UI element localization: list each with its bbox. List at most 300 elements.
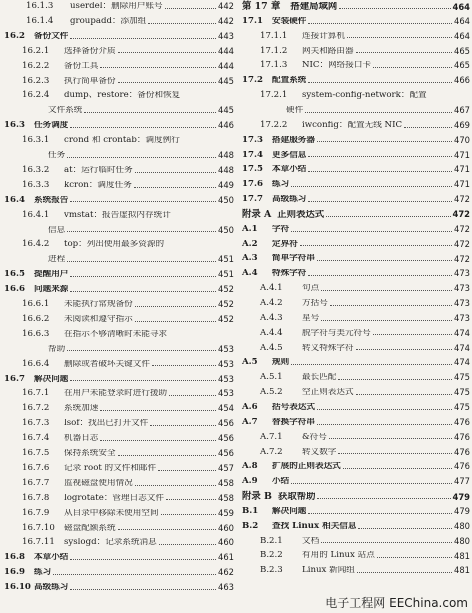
toc-entry-page: 452 [218,313,234,324]
toc-entry-number: 17.1.1 [260,30,288,41]
toc-entry [0,360,234,369]
dot-leader [70,276,216,277]
toc-entry-title: 未能执行常规备份 [64,300,133,309]
toc-entry [0,375,234,384]
dot-leader [70,559,216,560]
dot-leader [317,141,452,142]
toc-entry [238,537,470,546]
toc-entry-number: B.1 [242,505,259,516]
toc-entry-title: 解决问题 [34,374,69,384]
toc-entry-title: vmstat：报告虚拟内存统计 [64,210,171,220]
dot-leader [305,112,452,113]
toc-entry-page: 453 [218,388,234,399]
toc-entry [238,136,470,145]
toc-entry-title: 特殊字符 [272,269,307,278]
toc-entry [238,269,470,278]
toc-entry [0,404,234,413]
toc-entry-page: 443 [218,30,234,41]
toc-entry-number: A.7 [242,416,258,427]
toc-entry-number: 16.3.2 [22,164,50,175]
dot-leader [329,438,452,439]
toc-entry-number: A.4.4 [260,327,283,338]
dot-leader [150,425,216,426]
toc-entry [0,270,234,279]
toc-entry-page: 477 [454,476,470,487]
dot-leader [308,201,452,202]
toc-entry-title: 练习 [34,568,52,577]
toc-entry [238,507,470,516]
toc-entry [238,462,470,471]
toc-entry [0,285,234,294]
toc-entry-title: groupadd：添加组 [70,16,147,26]
toc-entry-title: 定界符 [272,239,298,249]
toc-entry-title: 简单字符串 [272,254,315,264]
toc-entry [0,419,234,428]
toc-entry-page: 476 [454,446,470,457]
toc-entry [0,389,234,398]
toc-entry-number: 附录 B [242,491,272,503]
dot-leader [67,157,216,158]
toc-entry-number: 16.2.1 [22,45,50,56]
dot-leader [70,38,216,39]
toc-entry-number: 第 17 章 [242,1,281,12]
toc-entry-number: 17.1.2 [260,45,288,56]
toc-entry-page: 481 [454,565,470,576]
toc-entry-page: 464 [452,1,470,12]
dot-leader [148,23,216,24]
toc-entry-number: 16.2.2 [22,60,50,71]
toc-entry-page: 459 [218,507,234,518]
dot-leader [118,455,216,456]
toc-entry-title: 系统报告 [34,195,69,205]
toc-entry [238,314,470,323]
toc-entry [238,210,470,219]
dot-leader [357,572,452,573]
toc-entry-title: 脱字符与美元符号 [302,328,371,338]
dot-leader [118,529,216,530]
toc-entry [238,76,470,85]
toc-entry [238,195,470,204]
toc-entry-number: B.2.3 [260,565,283,576]
toc-entry-number: 16.7.5 [22,448,50,458]
toc-entry-number: 16.3 [4,120,25,131]
toc-entry-title: 任务调度 [34,121,69,130]
toc-entry-title: 解决问题 [272,506,307,516]
toc-entry-title: 网关和路由器 [302,46,354,56]
toc-entry [0,211,234,220]
toc-entry-page: 474 [454,357,470,368]
dot-leader [118,52,216,53]
toc-entry-number: 16.9 [4,567,25,578]
toc-entry-number: 17.1.3 [260,60,288,71]
toc-entry-page: 448 [218,164,234,175]
watermark-text: 电子工程网 EEChina.com [325,596,468,610]
toc-entry-number: A.1 [242,223,258,234]
toc-entry-page: 449 [218,179,234,190]
dot-leader [404,127,452,128]
toc-entry-number: A.4.3 [260,312,283,323]
toc-entry-title: 高级练习 [272,195,307,204]
dot-leader [135,306,216,307]
toc-entry [0,345,234,354]
toc-entry [0,509,234,518]
toc-entry-page: 456 [218,418,234,429]
toc-entry-number: A.5 [242,357,258,368]
dot-leader [338,379,452,380]
dot-leader [70,291,216,292]
toc-entry-number: 17.2.2 [260,119,288,130]
dot-leader [373,334,452,335]
dot-leader [135,321,216,322]
toc-entry-number: A.7.1 [260,431,283,442]
dot-leader [300,245,452,246]
toc-entry-number: 16.8 [4,552,25,563]
toc-entry-title: userdel：删除用户账号 [70,2,163,11]
dot-leader [67,261,216,262]
toc-entry-title: 本章小结 [34,553,69,562]
toc-entry [238,433,470,442]
dot-leader [135,485,216,486]
dot-leader [308,513,452,514]
toc-entry [0,464,234,473]
toc-entry [0,330,234,339]
toc-entry-page: 465 [454,60,470,71]
toc-entry-page: 460 [218,537,234,548]
toc-entry-page: 442 [218,15,234,26]
toc-entry-title: 高级练习 [34,583,69,592]
toc-entry-page: 464 [454,30,470,41]
dot-leader [135,172,216,173]
toc-entry-title: 规则 [272,358,290,367]
toc-entry-page: 444 [218,60,234,71]
toc-entry [238,566,470,575]
toc-entry-title: 在用户未能登录时进行援助 [64,389,168,398]
toc-entry [0,583,234,592]
toc-entry [238,551,470,560]
toc-entry-number: 16.7.6 [22,462,50,473]
dot-leader [291,186,452,187]
toc-entry-number: 16.3.3 [22,179,50,190]
toc-entry-number: A.4.1 [260,283,283,294]
toc-entry-number: 16.4.2 [22,239,50,250]
toc-entry-title: 备份工具 [64,61,99,71]
toc-entry-page: 456 [218,433,234,444]
toc-entry-number: 16.1.4 [26,15,54,26]
toc-entry-title: crond 和 crontab：调度例行 [64,136,180,145]
dot-leader [356,52,452,53]
toc-entry-number: 16.7.10 [22,522,55,533]
toc-entry-title: 记录 root 的文件和邮件 [64,463,157,473]
toc-entry-number: 16.1.3 [26,1,54,11]
dot-leader [291,231,452,232]
toc-entry-number: 16.6.4 [22,358,50,369]
toc-entry-page: 450 [218,194,234,205]
toc-entry [0,255,234,264]
toc-entry-title: 监视磁盘使用情况 [64,478,133,488]
toc-entry-title: at：运行临时任务 [64,165,133,175]
toc-entry-number: A.2 [242,238,258,249]
toc-entry-page: 442 [218,1,234,12]
toc-entry-title: 练习 [272,180,290,189]
toc-entry-number: 16.2.4 [22,90,50,101]
toc-entry [238,106,470,115]
toc-entry-page: 452 [218,284,234,295]
toc-entry-page: 458 [218,492,234,503]
toc-entry-page: 457 [218,462,234,473]
toc-entry-page: 472 [454,238,470,249]
toc-entry [238,47,470,56]
toc-entry [0,32,234,41]
toc-entry-number: 17.3 [242,134,263,145]
toc-entry-title: 句点 [302,284,320,293]
toc-entry-page: 469 [454,119,470,130]
toc-entry [238,358,470,367]
toc-entry [238,240,470,249]
toc-entry-page: 445 [218,105,234,116]
toc-entry [0,181,234,190]
toc-entry-number: A.7.2 [260,446,283,457]
toc-entry-title: 选择备份介质 [64,46,116,56]
toc-entry [238,492,470,501]
dot-leader [356,349,452,350]
toc-entry-title: 查找 Linux 相关信息 [272,521,357,531]
toc-entry-title: 最长匹配 [302,373,337,382]
toc-entry-title: 字符 [272,224,290,234]
toc-entry [0,151,234,160]
toc-entry-title: 任务 [48,151,66,160]
toc-entry-page: 473 [454,312,470,323]
toc-entry-page: 479 [454,505,470,516]
dot-leader [321,542,452,543]
toc-entry [0,166,234,175]
dot-leader [317,409,452,410]
toc-entry-number: 16.7.9 [22,507,50,518]
toc-entry [0,77,234,86]
toc-entry-number: A.8 [242,461,258,472]
toc-entry-page: 462 [218,567,234,578]
dot-leader [100,440,216,441]
toc-entry-title: 保持系统安全 [64,449,116,458]
toc-entry-number: 16.6.3 [22,328,50,339]
toc-entry-page: 480 [454,535,470,546]
toc-entry-page: 450 [218,224,234,235]
toc-entry [0,479,234,488]
toc-entry-page: 470 [454,134,470,145]
toc-entry [238,418,470,427]
toc-entry-page: 466 [454,75,470,86]
toc-entry [238,180,470,189]
toc-entry-number: B.2.2 [260,550,283,561]
toc-entry [0,494,234,503]
toc-entry [0,106,234,115]
toc-entry-page: 465 [454,45,470,56]
dot-leader [100,410,216,411]
toc-entry-page: 461 [218,552,234,563]
toc-entry-number: 附录 A [242,208,272,220]
toc-entry-number: 16.7.2 [22,403,50,414]
toc-entry-page: 472 [452,209,470,220]
toc-entry [0,240,234,249]
toc-entry-title: 转义数字 [302,447,337,457]
toc-entry [0,315,234,324]
toc-entry [0,62,234,71]
toc-entry [0,91,234,100]
toc-entry-page: 479 [452,491,470,502]
dot-leader [291,364,452,365]
dot-leader [308,82,452,83]
toc-entry-page: 475 [454,402,470,413]
toc-entry [238,448,470,457]
toc-entry-page: 476 [454,461,470,472]
toc-entry-title: &符号 [302,432,327,442]
dot-leader [161,514,216,515]
toc-entry-number: 16.6 [4,284,25,295]
toc-entry-page: 475 [454,387,470,398]
toc-entry-number: B.2.1 [260,535,283,546]
toc-entry-number: B.2 [242,520,259,531]
toc-entry-number: A.6 [242,401,258,412]
dot-leader [317,498,450,499]
dot-leader [165,8,216,9]
toc-entry-title: 帮助 [48,344,66,354]
dot-leader [158,470,216,471]
toc-entry-title: 配置系统 [272,76,307,85]
toc-entry-number: 16.7.7 [22,477,50,488]
toc-entry-page: 453 [218,343,234,354]
toc-entry-title: top：列出使用最多资源的 [64,240,165,249]
toc-entry-title: system-config-network：配置 [302,91,427,100]
toc-entry [238,403,470,412]
toc-entry [238,2,470,11]
toc-entry-title: 系统加速 [64,404,99,413]
toc-entry [0,538,234,547]
toc-entry-page: 471 [454,179,470,190]
toc-entry-title: 硬件 [286,105,304,115]
dot-leader [134,187,216,188]
toc-entry-number: 16.7.4 [22,433,50,444]
dot-leader [330,305,452,306]
toc-entry-page: 472 [454,253,470,264]
toc-entry-title: 执行简单备份 [64,76,116,86]
toc-entry-number: A.3 [242,253,258,264]
dot-leader [317,424,452,425]
toc-entry-title: 机器日志 [64,434,99,443]
toc-entry [0,136,234,145]
toc-entry-title: 备份文件 [34,31,69,41]
toc-entry-title: 空正则表达式 [302,388,354,397]
dot-leader [373,67,452,68]
toc-entry-title: syslogd：记录系统消息 [64,538,157,547]
toc-entry-title: 星号 [302,313,320,323]
toc-entry [0,17,234,26]
toc-entry [238,254,470,263]
toc-entry-title: logrotate：管理日志文件 [64,493,164,503]
toc-entry [0,449,234,458]
toc-entry-number: 17.7 [242,194,263,205]
toc-entry [0,226,234,235]
toc-entry-number: 16.10 [4,582,31,593]
dot-leader [321,320,452,321]
toc-entry-number: 17.2.1 [260,90,288,101]
toc-entry [238,522,470,531]
toc-entry-number: A.5.1 [260,372,283,383]
dot-leader [321,290,452,291]
toc-entry-title: 未阅读和遵守指示 [64,314,133,324]
toc-entry [238,388,470,397]
dot-leader [317,260,452,261]
toc-entry-title: dump、restore：备份和恢复 [64,91,181,100]
toc-entry-number: 17.1 [242,15,263,26]
toc-entry-title: 小结 [272,477,290,486]
toc-entry-title: 进程 [48,255,66,264]
dot-leader [356,394,452,395]
toc-entry-number: 16.7.1 [22,388,50,399]
toc-entry-page: 473 [454,283,470,294]
toc-entry-title: 扩展的正则表达式 [272,462,341,471]
dot-leader [169,395,216,396]
toc-entry [238,121,470,130]
toc-entry [0,47,234,56]
toc-entry-page: 444 [218,45,234,56]
toc-entry [238,32,470,41]
toc-entry-page: 480 [454,520,470,531]
toc-entry-number: 16.7 [4,373,25,384]
toc-entry-page: 467 [454,105,470,116]
dot-leader [308,275,452,276]
toc-entry [0,196,234,205]
toc-entry-number: 16.3.1 [22,135,50,146]
toc-entry-page: 476 [454,431,470,442]
toc-entry-page: 453 [218,373,234,384]
dot-leader [70,201,216,202]
toc-entry-page: 481 [454,550,470,561]
dot-leader [84,112,216,113]
dot-leader [100,67,216,68]
toc-entry [0,2,234,11]
toc-entry-page: 474 [454,327,470,338]
toc-entry-number: A.4.2 [260,298,283,308]
toc-entry-title: 括号表达式 [272,402,315,412]
toc-entry-title: 搭建局域网 [290,2,338,12]
dot-leader [339,8,450,9]
toc-entry-number: 17.5 [242,164,263,175]
toc-entry-page: 451 [218,254,234,265]
toc-entry-number: 16.5 [4,269,25,280]
toc-entry-page: 471 [454,164,470,175]
toc-entry-page: 446 [218,120,234,131]
toc-entry-page: 473 [454,298,470,309]
toc-entry [238,344,470,353]
toc-entry-number: 16.4 [4,194,25,205]
dot-leader [70,589,216,590]
toc-entry-title: 正则表达式 [277,209,325,220]
toc-entry-title: 磁盘配额系统 [64,523,116,533]
toc-entry-page: 473 [454,268,470,279]
toc-entry-number: 16.4.1 [22,209,50,220]
dot-leader [53,574,216,575]
toc-entry-number: A.4 [242,268,258,279]
toc-entry-number: A.5.2 [260,387,283,398]
toc-entry-title: 问题来源 [34,285,69,294]
toc-entry-page: 451 [218,269,234,280]
toc-entry-page: 475 [454,372,470,383]
dot-leader [70,127,216,128]
toc-entry-title: 搭建服务器 [272,135,315,145]
toc-entry-title: 获取帮助 [277,492,316,502]
toc-entry-title: 安装硬件 [272,16,307,26]
toc-entry-number: 17.4 [242,149,263,160]
toc-entry-page: 458 [218,477,234,488]
